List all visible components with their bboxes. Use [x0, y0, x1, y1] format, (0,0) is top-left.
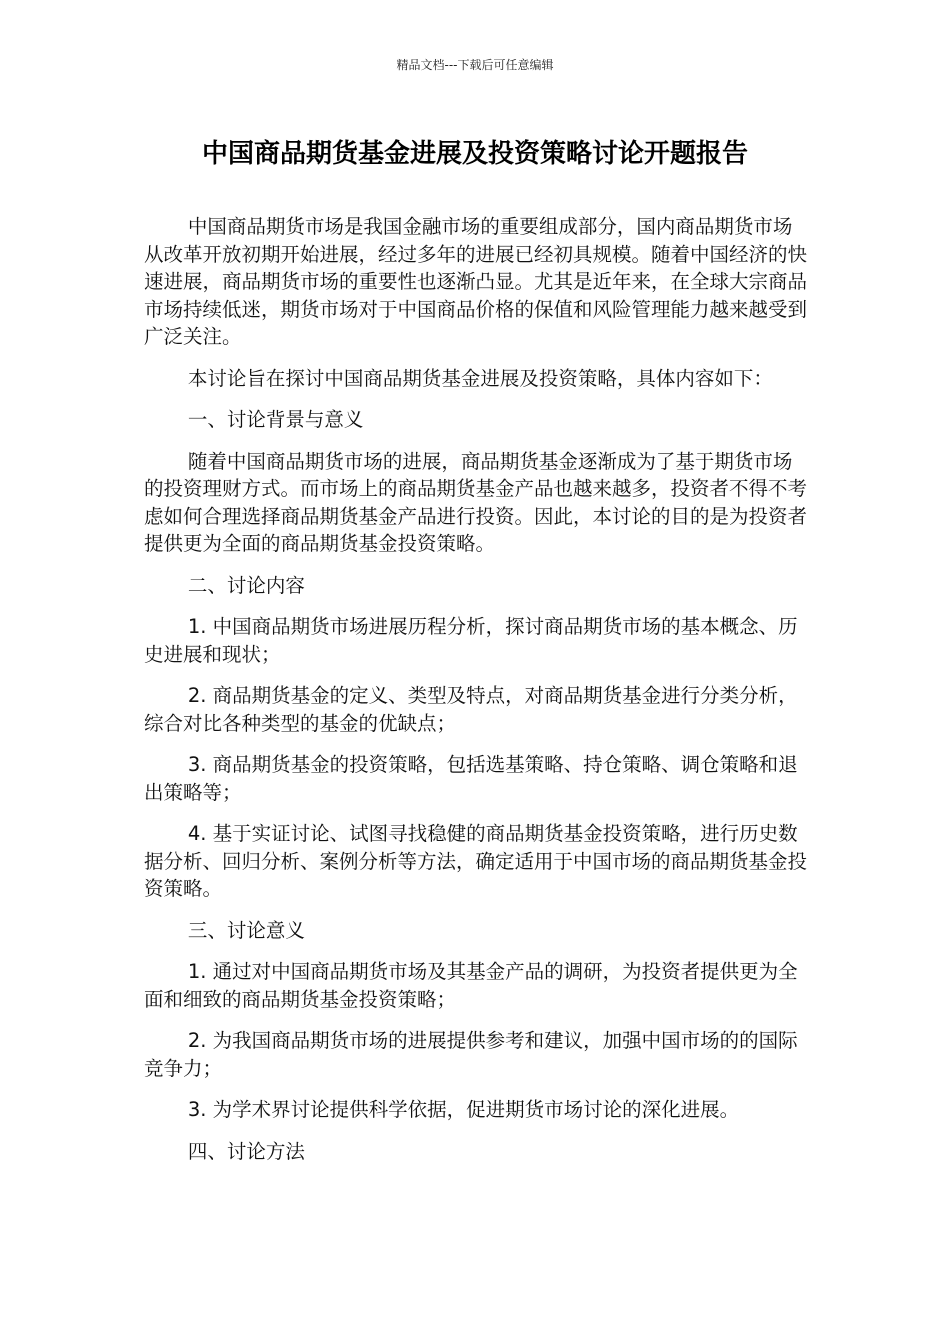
list-item-significance-2: 2. 为我国商品期货市场的进展提供参考和建议，加强中国市场的的国际竞争力； — [144, 1029, 798, 1080]
list-item-content-3: 3. 商品期货基金的投资策略，包括选基策略、持仓策略、调仓策略和退出策略等； — [144, 753, 798, 804]
document-body — [144, 213, 809, 1179]
paragraph-intro: 中国商品期货市场是我国金融市场的重要组成部分，国内商品期货市场从改革开放初期开始进展，经过多年的进展已经初具规模。随着中国经济的快速进展，商品期货市场的重要性也逐渐凸显。尤其是近年来，在全球大宗商品市场持续低迷，期货市场对于中国商品价格的保值和风险管理能力越来越受到广泛关注。 — [144, 215, 808, 348]
list-item-significance-1: 1. 通过对中国商品期货市场及其基金产品的调研，为投资者提供更为全面和细致的商品期货基金投资策略； — [144, 960, 798, 1011]
list-item-content-1: 1. 中国商品期货市场进展历程分析，探讨商品期货市场的基本概念、历史进展和现状； — [144, 615, 798, 666]
header-note: 精品文档---下载后可任意编辑 — [396, 58, 554, 72]
paragraph-purpose: 本讨论旨在探讨中国商品期货基金进展及投资策略，具体内容如下： — [187, 366, 773, 390]
section-heading-content: 二、讨论内容 — [187, 573, 305, 597]
section-heading-significance: 三、讨论意义 — [187, 918, 305, 942]
document-title: 中国商品期货基金进展及投资策略讨论开题报告 — [201, 139, 748, 169]
list-item-significance-3: 3. 为学术界讨论提供科学依据，促进期货市场讨论的深化进展。 — [187, 1098, 740, 1121]
list-item-content-2: 2. 商品期货基金的定义、类型及特点，对商品期货基金进行分类分析，综合对比各种类型的基金的优缺点； — [144, 684, 798, 735]
list-item-content-4: 4. 基于实证讨论、试图寻找稳健的商品期货基金投资策略，进行历史数据分析、回归分析、案例分析等方法，确定适用于中国市场的商品期货基金投资策略。 — [144, 822, 808, 900]
paragraph-background: 随着中国商品期货市场的进展，商品期货基金逐渐成为了基于期货市场的投资理财方式。而市场上的商品期货基金产品也越来越多，投资者不得不考虑如何合理选择商品期货基金产品进行投资。因此，本讨论的目的是为投资者提供更为全面的商品期货基金投资策略。 — [144, 449, 808, 555]
section-heading-method: 四、讨论方法 — [187, 1139, 305, 1163]
section-heading-background: 一、讨论背景与意义 — [187, 408, 364, 431]
